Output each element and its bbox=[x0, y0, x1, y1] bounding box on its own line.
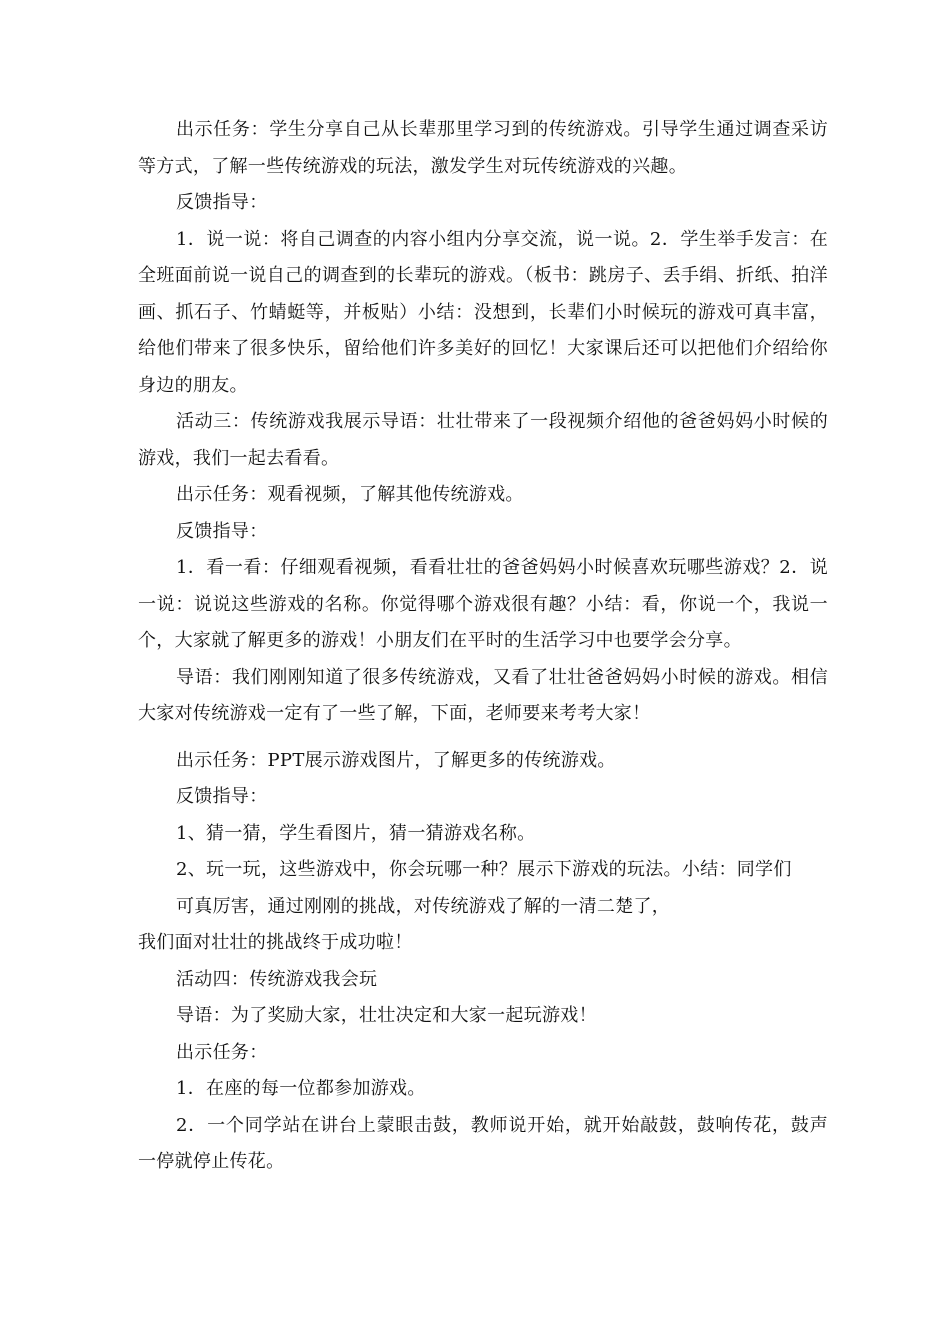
paragraph-feedback-heading: 反馈指导： bbox=[176, 786, 268, 807]
paragraph-guess: 1、猜一猜，学生看图片，猜一猜游戏名称。 bbox=[176, 822, 536, 844]
paragraph-activity-four: 活动四：传统游戏我会玩 bbox=[176, 968, 378, 990]
paragraph-play-line1: 2、玩一玩，这些游戏中，你会玩哪一种？展示下游戏的玩法。小结：同学们 bbox=[176, 859, 792, 880]
paragraph-play-line2: 可真厉害，通过刚刚的挑战，对传统游戏了解的一清二楚了， bbox=[176, 895, 671, 917]
paragraph-activity-three: 活动三：传统游戏我展示导语：壮壮带来了一段视频介绍他的爸爸妈妈小时候的游戏，我们一起去看看。 bbox=[138, 411, 828, 469]
paragraph-rule-one: 1．在座的每一位都参加游戏。 bbox=[176, 1078, 426, 1099]
document-page bbox=[138, 112, 828, 1181]
paragraph-feedback-heading: 反馈指导： bbox=[176, 192, 268, 213]
paragraph-rule-two: 2．一个同学站在讲台上蒙眼击鼓，教师说开始，就开始敲鼓，鼓响传花，鼓声一停就停止传花。 bbox=[138, 1114, 828, 1172]
paragraph-feedback-heading: 反馈指导： bbox=[176, 520, 268, 542]
paragraph-play-line3: 我们面对壮壮的挑战终于成功啦！ bbox=[138, 932, 413, 953]
paragraph-intro-quiz: 导语：我们刚刚知道了很多传统游戏，又看了壮壮爸爸妈妈小时候的游戏。相信大家对传统游戏一定有了一些了解，下面，老师要来考考大家！ bbox=[138, 666, 828, 724]
paragraph-task-heading: 出示任务： bbox=[176, 1041, 268, 1063]
paragraph-feedback-watch: 1．看一看：仔细观看视频，看看壮壮的爸爸妈妈小时候喜欢玩哪些游戏？2．说一说：说说这些游戏的名称。你觉得哪个游戏很有趣？小结：看，你说一个，我说一个，大家就了解更多的游戏！小朋友们在平时的生活学习中也要学会分享。 bbox=[138, 557, 828, 651]
paragraph-task-ppt: 出示任务：PPT展示游戏图片，了解更多的传统游戏。 bbox=[176, 749, 616, 771]
paragraph-task-share: 出示任务：学生分享自己从长辈那里学习到的传统游戏。引导学生通过调查采访等方式，了解一些传统游戏的玩法，激发学生对玩传统游戏的兴趣。 bbox=[138, 119, 828, 177]
paragraph-feedback-speak: 1．说一说：将自己调查的内容小组内分享交流，说一说。2．学生举手发言：在全班面前说一说自己的调查到的长辈玩的游戏。（板书：跳房子、丢手绢、折纸、拍洋画、抓石子、竹蜻蜓等，并板贴）小结：没想到，长辈们小时候玩的游戏可真丰富，给他们带来了很多快乐，留给他们许多美好的回忆！大家课后还可以把他们介绍给你身边的朋友。 bbox=[138, 228, 828, 396]
paragraph-task-video: 出示任务：观看视频，了解其他传统游戏。 bbox=[176, 484, 524, 505]
paragraph-intro-reward: 导语：为了奖励大家，壮壮决定和大家一起玩游戏！ bbox=[176, 1005, 597, 1026]
